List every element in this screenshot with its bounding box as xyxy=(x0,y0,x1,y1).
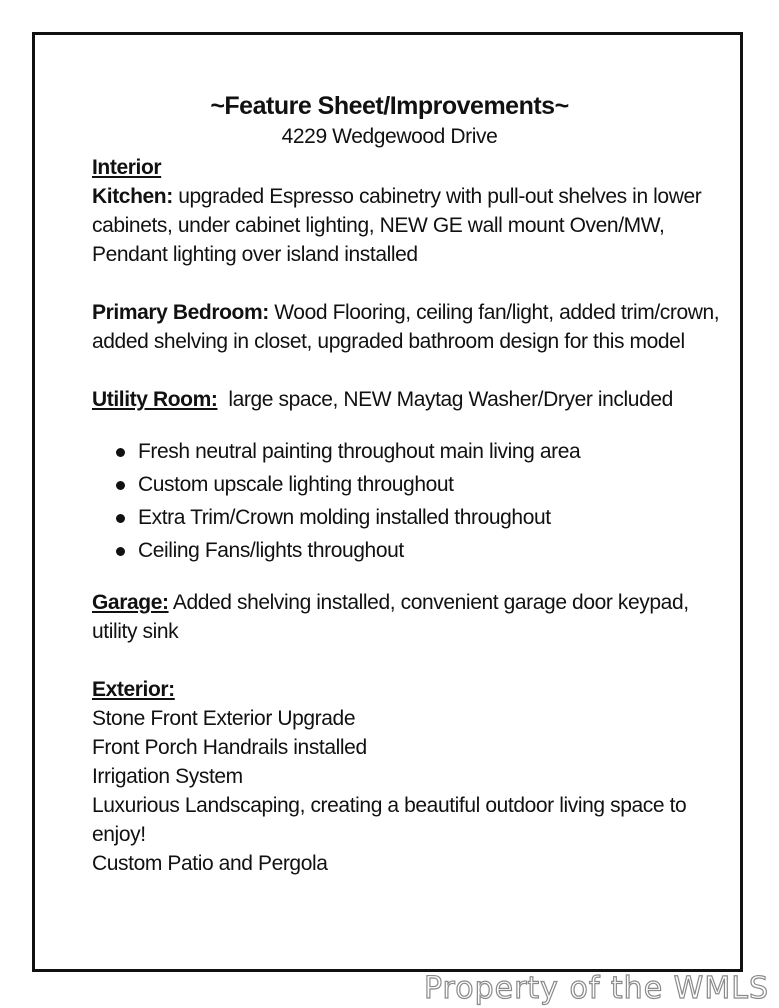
exterior-label: Exterior: xyxy=(92,678,175,701)
bullet-item: Ceiling Fans/lights throughout xyxy=(116,534,732,567)
kitchen-text-line: upgraded Espresso cabinetry with pull-out shelves in lower xyxy=(172,185,702,208)
feature-sheet xyxy=(92,90,732,878)
exterior-line: Luxurious Landscaping, creating a beautiful outdoor living space to xyxy=(92,794,687,817)
exterior-line: Irrigation System xyxy=(92,765,243,788)
primary-bedroom-section xyxy=(92,298,732,356)
exterior-line: Front Porch Handrails installed xyxy=(92,736,367,759)
primary-bedroom-text-line: Wood Flooring, ceiling fan/light, added trim/crown, xyxy=(268,301,720,324)
exterior-line: Stone Front Exterior Upgrade xyxy=(92,707,356,730)
watermark: Property of the WMLS xyxy=(423,971,769,1006)
page-title: ~Feature Sheet/Improvements~ xyxy=(210,92,569,120)
exterior-line: Custom Patio and Pergola xyxy=(92,852,328,875)
utility-room-text: large space, NEW Maytag Washer/Dryer included xyxy=(217,388,673,411)
kitchen-text-line: Pendant lighting over island installed xyxy=(92,243,418,266)
features-bullet-list xyxy=(92,435,732,567)
interior-heading: Interior xyxy=(92,156,162,179)
utility-room-section xyxy=(92,385,732,414)
garage-text-line: Added shelving installed, convenient garage door keypad, xyxy=(168,591,689,614)
primary-bedroom-text-line: added shelving in closet, upgraded bathroom design for this model xyxy=(92,330,685,353)
garage-label: Garage: xyxy=(92,591,169,614)
bullet-item: Extra Trim/Crown molding installed throughout xyxy=(116,501,732,534)
bullet-item: Fresh neutral painting throughout main living area xyxy=(116,435,732,468)
garage-text-line: utility sink xyxy=(92,620,179,643)
utility-room-label: Utility Room: xyxy=(92,388,218,411)
primary-bedroom-label: Primary Bedroom: xyxy=(92,301,269,324)
kitchen-section xyxy=(92,182,732,269)
exterior-section xyxy=(92,675,732,878)
property-address: 4229 Wedgewood Drive xyxy=(281,125,498,148)
exterior-line: enjoy! xyxy=(92,823,146,846)
garage-section xyxy=(92,588,732,646)
kitchen-label: Kitchen: xyxy=(92,185,173,208)
kitchen-text-line: cabinets, under cabinet lighting, NEW GE wall mount Oven/MW, xyxy=(92,214,665,237)
bullet-item: Custom upscale lighting throughout xyxy=(116,468,732,501)
